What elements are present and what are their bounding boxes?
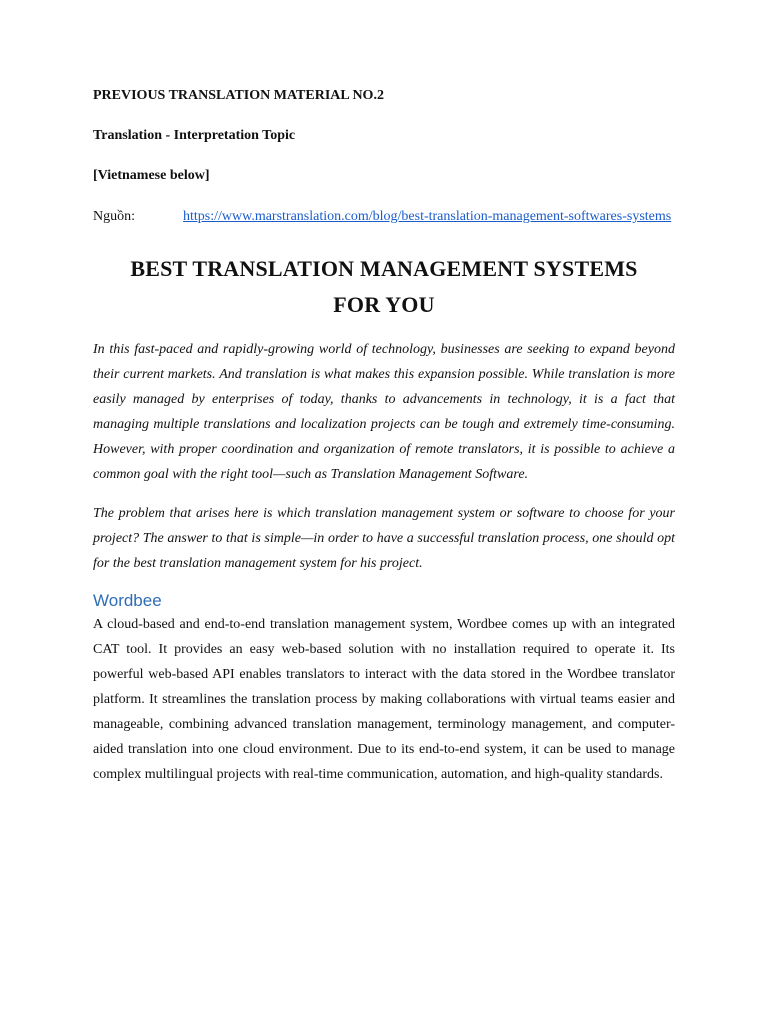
wordbee-paragraph: A cloud-based and end-to-end translation management system, Wordbee comes up with an integrated CAT tool. It provides an easy web-based solution with no installation required to operate it. Its powerful web-based API enables translators to interact with the data stored in the Wordbee translator platform. It streamlines the translation process by making collaborations with virtual teams easier and manageable, combining advanced translation management, terminology management, and computer-aided translation into one cloud environment. Due to its end-to-end system, it can be used to manage complex multilingual projects with real-time communication, automation, and high-quality standards.	[93, 617, 675, 782]
source-line	[93, 204, 675, 229]
intro-paragraph-2: The problem that arises here is which translation management system or software to choose for your project? The answer to that is simple—in order to have a successful translation process, one should opt for the best translation management system for his project.	[93, 506, 675, 571]
title-line-1: BEST TRANSLATION MANAGEMENT SYSTEMS	[130, 256, 638, 281]
material-header: PREVIOUS TRANSLATION MATERIAL NO.2	[93, 88, 384, 103]
source-label: Nguồn:	[93, 209, 135, 224]
section-heading-wordbee: Wordbee	[93, 591, 162, 610]
intro-paragraph-1: In this fast-paced and rapidly-growing world of technology, businesses are seeking to expand beyond their current markets. And translation is what makes this expansion possible. While translation is more easily managed by enterprises of today, thanks to advancements in technology, it is a fact that managing multiple translations and localization projects can be tough and extremely time-consuming. However, with proper coordination and organization of remote translators, it is possible to achieve a common goal with the right tool—such as Translation Management Software.	[93, 342, 675, 482]
document-title	[93, 251, 675, 323]
title-line-2: FOR YOU	[333, 292, 435, 317]
document-content	[93, 86, 675, 787]
language-note: [Vietnamese below]	[93, 168, 210, 183]
source-link[interactable]: https://www.marstranslation.com/blog/best-translation-management-softwares-systems	[183, 209, 672, 224]
topic-header: Translation - Interpretation Topic	[93, 128, 296, 143]
